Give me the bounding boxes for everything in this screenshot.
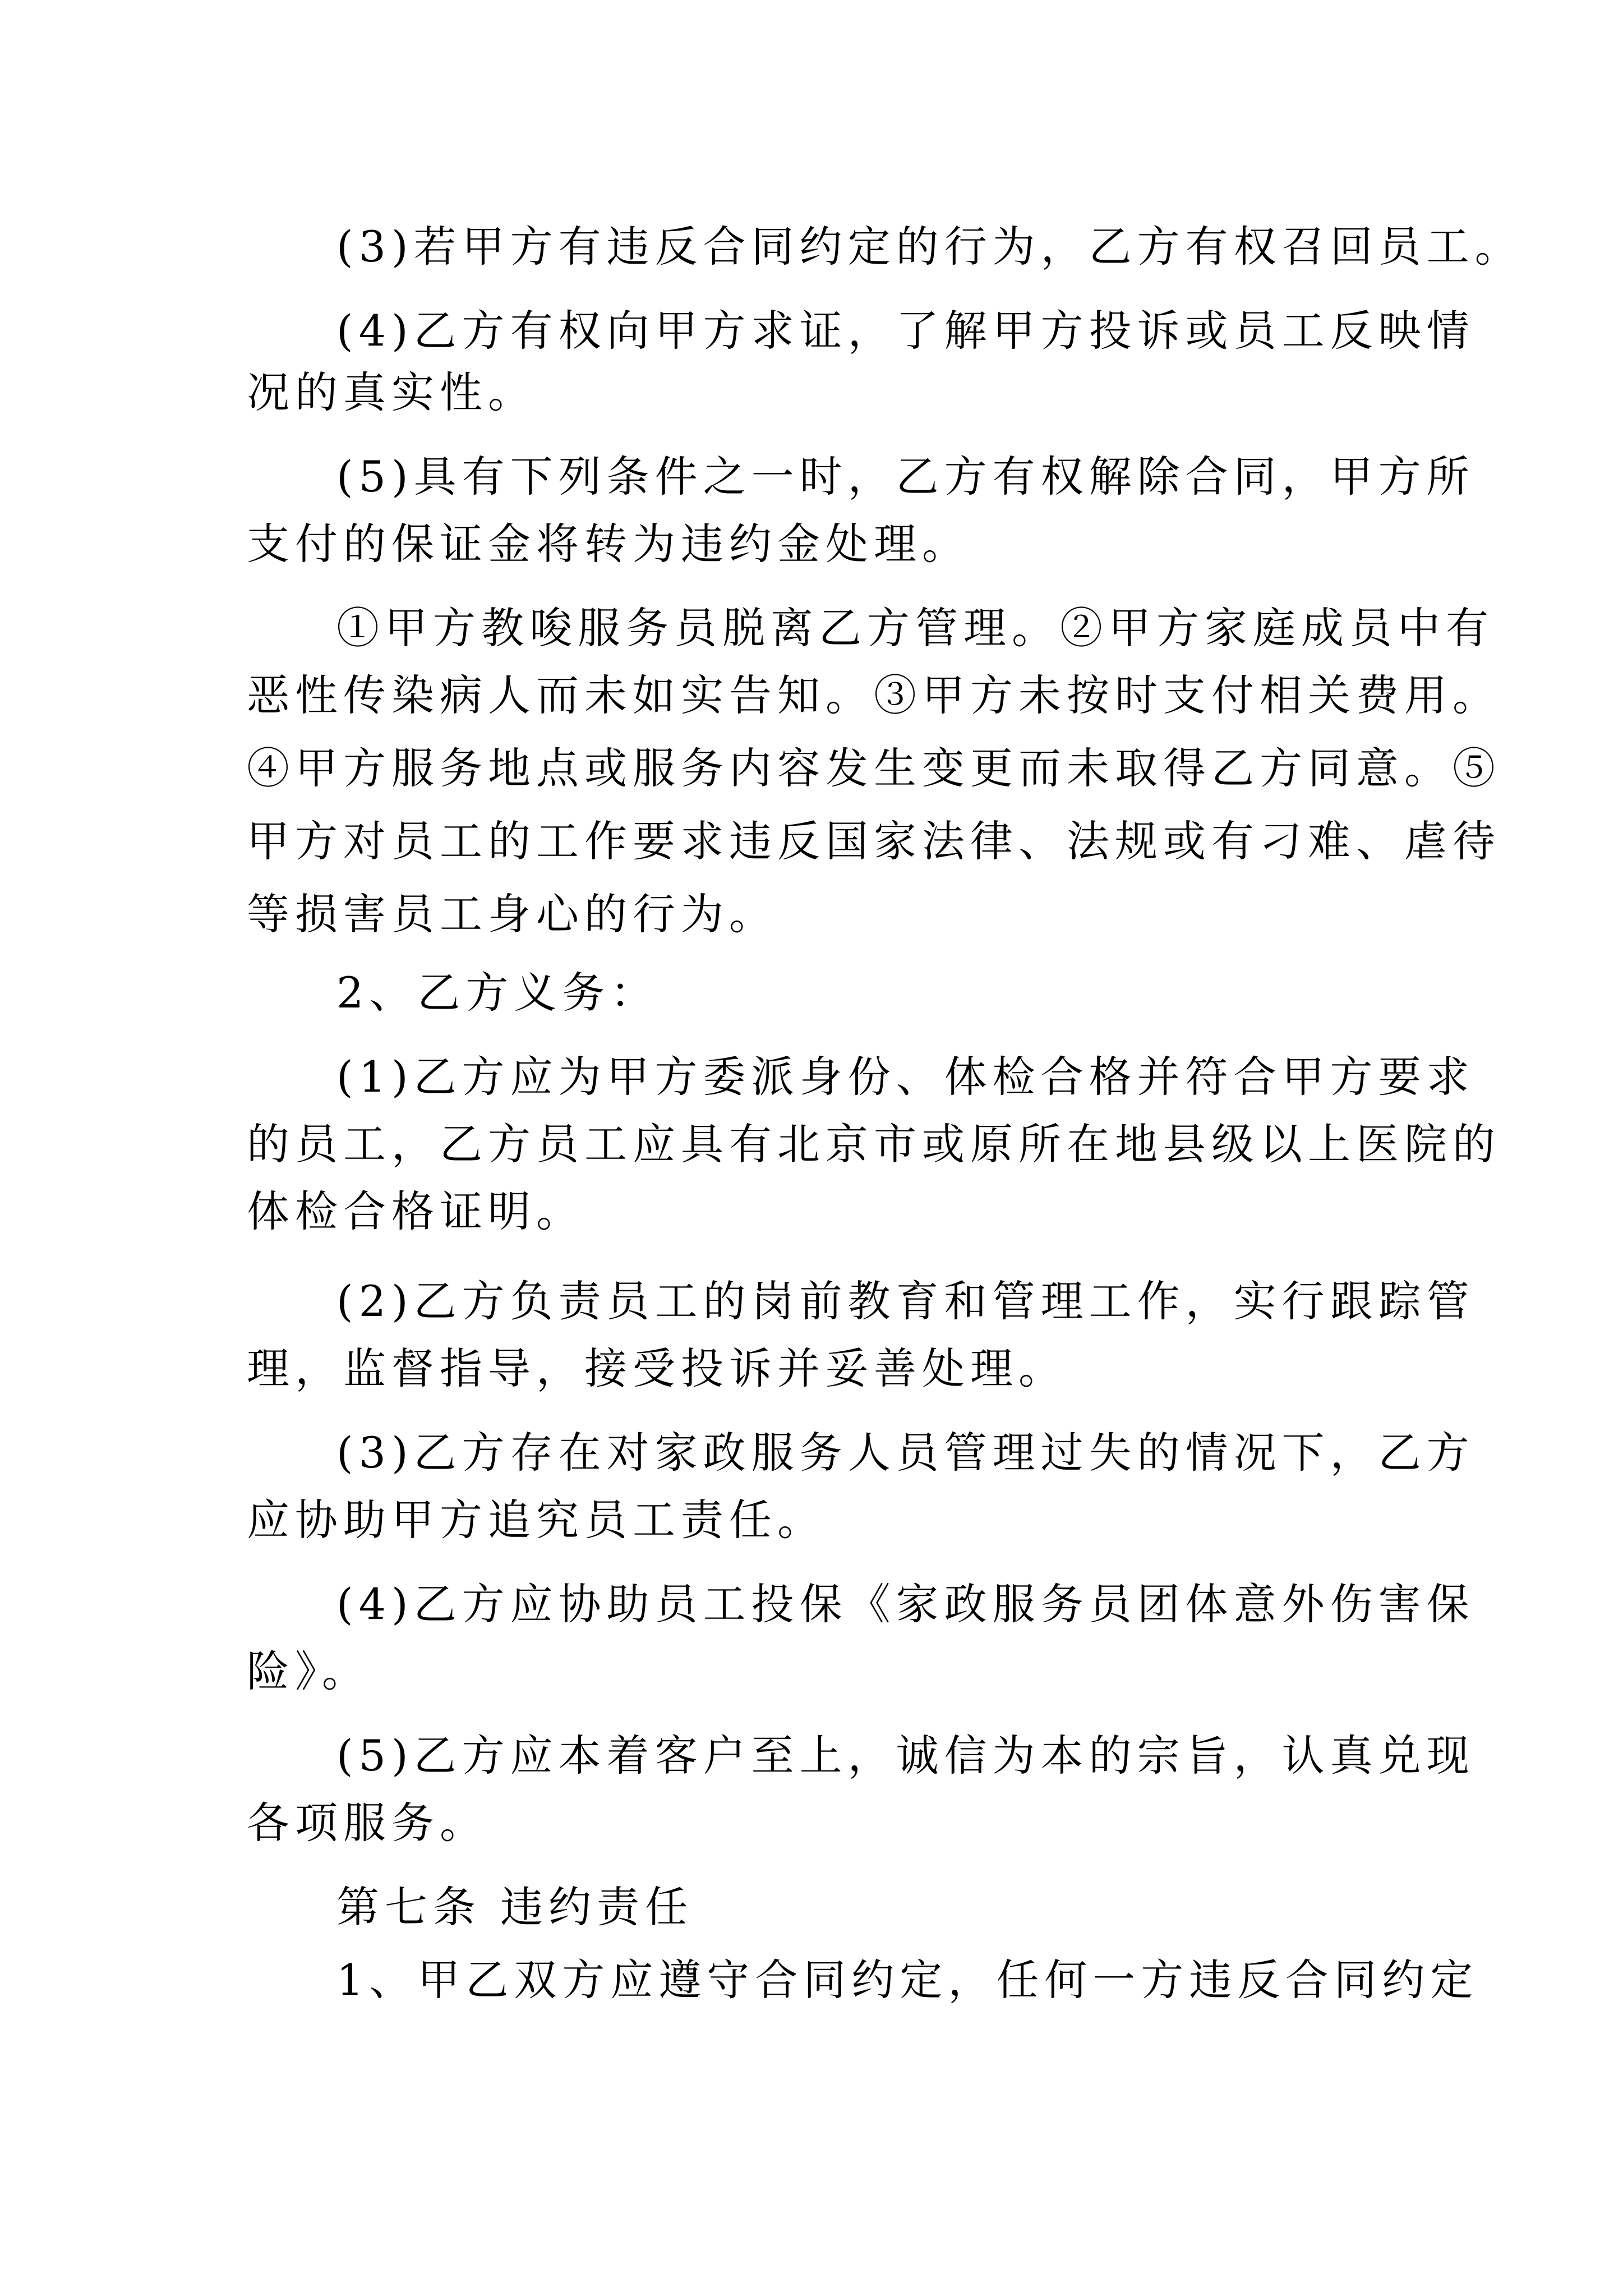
paragraph-line: 险》。 — [247, 1646, 370, 1696]
paragraph-line: (4)乙方有权向甲方求证，了解甲方投诉或员工反映情 — [336, 306, 1475, 356]
paragraph-line: 2、乙方义务： — [336, 968, 659, 1018]
paragraph-line: 支付的保证金将转为违约金处理。 — [247, 519, 970, 569]
paragraph-line: (1)乙方应为甲方委派身份、体检合格并符合甲方要求 — [336, 1052, 1475, 1102]
paragraph-line: (2)乙方负责员工的岗前教育和管理工作，实行跟踪管 — [336, 1276, 1475, 1326]
paragraph-line: 等损害员工身心的行为。 — [247, 889, 777, 939]
paragraph-line: ④甲方服务地点或服务内容发生变更而未取得乙方同意。⑤ — [247, 743, 1501, 793]
paragraph-line: 应协助甲方追究员工责任。 — [247, 1495, 826, 1545]
paragraph-line: (3)若甲方有违反合同约定的行为，乙方有权召回员工。 — [336, 222, 1523, 272]
paragraph-line: (5)乙方应本着客户至上，诚信为本的宗旨，认真兑现 — [336, 1731, 1475, 1780]
paragraph-line: 理，监督指导，接受投诉并妥善处理。 — [247, 1343, 1067, 1393]
paragraph-line: 1、甲乙双方应遵守合同约定，任何一方违反合同约定 — [336, 1955, 1479, 2005]
paragraph-line: ①甲方教唆服务员脱离乙方管理。②甲方家庭成员中有 — [336, 603, 1494, 653]
paragraph-line: 的员工，乙方员工应具有北京市或原所在地县级以上医院的 — [247, 1119, 1501, 1169]
paragraph-line: (4)乙方应协助员工投保《家政服务员团体意外伤害保 — [336, 1579, 1475, 1629]
paragraph-line: 恶性传染病人而未如实告知。③甲方未按时支付相关费用。 — [247, 670, 1501, 720]
paragraph-line: 况的真实性。 — [247, 367, 536, 417]
paragraph-line: (3)乙方存在对家政服务人员管理过失的情况下，乙方 — [336, 1428, 1475, 1478]
paragraph-line: 甲方对员工的工作要求违反国家法律、法规或有刁难、虐待 — [247, 816, 1501, 866]
paragraph-line: (5)具有下列条件之一时，乙方有权解除合同，甲方所 — [336, 452, 1475, 501]
paragraph-line: 各项服务。 — [247, 1798, 488, 1848]
paragraph-line: 体检合格证明。 — [247, 1186, 584, 1236]
section-heading: 第七条 违约责任 — [336, 1882, 694, 1932]
